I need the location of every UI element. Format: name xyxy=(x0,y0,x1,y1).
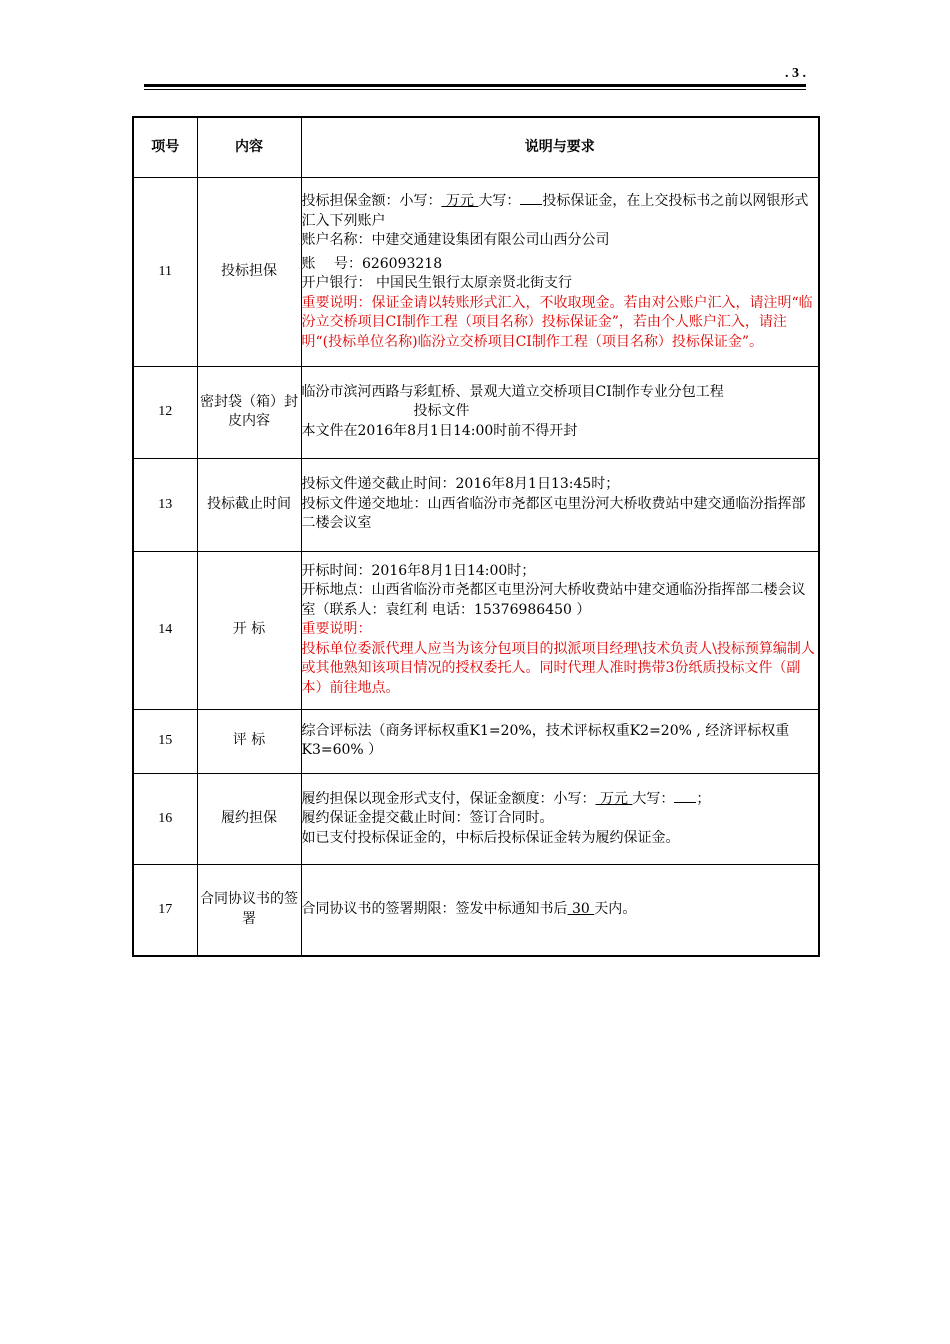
row-number: 13 xyxy=(133,458,197,551)
bank-name: 开户银行： 中国民生银行太原亲贤北街支行 xyxy=(301,275,572,291)
important-note-title: 重要说明： xyxy=(301,621,372,638)
table-row xyxy=(133,177,819,366)
row-number: 11 xyxy=(133,177,197,366)
table-row xyxy=(133,864,819,956)
opening-time: 开标时间：2016年8月1日14:00时； xyxy=(301,562,536,579)
important-note: 投标单位委派代理人应当为该分包项目的拟派项目经理\技术负责人\投标预算编制人或其他熟知该项目情况的授权委托人。同时代理人准时携带3份纸质投标文件（副本）前往地点。 xyxy=(301,640,815,696)
performance-guarantee-amount: 履约担保以现金形式支付，保证金额度：小写： 万元 大写： ； xyxy=(301,790,711,807)
row-item: 评 标 xyxy=(197,709,301,773)
row-number: 17 xyxy=(133,864,197,956)
row-item: 密封袋（箱）封皮内容 xyxy=(197,366,301,458)
row-item: 投标担保 xyxy=(197,177,301,366)
evaluation-method: 综合评标法（商务评标权重K1=20%，技术评标权重K2=20% , 经济评标权重K3=60% ） xyxy=(301,722,790,758)
account-number: 账 号：626093218 xyxy=(301,255,443,272)
envelope-project-name: 临汾市滨河西路与彩虹桥、景观大道立交桥项目CI制作专业分包工程 xyxy=(301,383,724,400)
row-number: 15 xyxy=(133,709,197,773)
deadline-time: 投标文件递交截止时间：2016年8月1日13:45时； xyxy=(301,476,620,493)
row-description xyxy=(301,709,819,773)
row-description xyxy=(301,366,819,458)
row-item: 合同协议书的签署 xyxy=(197,864,301,956)
table-row xyxy=(133,366,819,458)
table-row xyxy=(133,551,819,709)
row-item: 投标截止时间 xyxy=(197,458,301,551)
row-item: 履约担保 xyxy=(197,773,301,864)
row-number: 12 xyxy=(133,366,197,458)
page-number: . 3 . xyxy=(785,66,806,81)
row-number: 16 xyxy=(133,773,197,864)
row-description xyxy=(301,551,819,709)
column-header-description: 说明与要求 xyxy=(301,117,819,177)
header-rule-thin xyxy=(144,89,806,90)
table-row xyxy=(133,458,819,551)
envelope-open-notice: 本文件在2016年8月1日14:00时前不得开封 xyxy=(301,422,578,439)
row-item: 开 标 xyxy=(197,551,301,709)
opening-location: 开标地点：山西省临汾市尧都区屯里汾河大桥收费站中建交通临汾指挥部二楼会议室（联系人：袁红利 电话：15376986450 ） xyxy=(301,582,806,618)
row-description xyxy=(301,458,819,551)
envelope-doc-title: 投标文件 xyxy=(413,403,470,420)
table-header-row xyxy=(133,117,819,177)
blank-line xyxy=(674,789,696,803)
row-description xyxy=(301,773,819,864)
contract-signing-period: 合同协议书的签署期限：签发中标通知书后 30 天内。 xyxy=(301,901,637,917)
account-name: 账户名称：中建交通建设集团有限公司山西分公司 xyxy=(301,232,610,248)
table-row xyxy=(133,773,819,864)
blank-line xyxy=(520,191,542,205)
row-description xyxy=(301,177,819,366)
column-header-no: 项号 xyxy=(133,117,197,177)
row-number: 14 xyxy=(133,551,197,709)
column-header-content: 内容 xyxy=(197,117,301,177)
bid-guarantee-amount: 投标担保金额：小写： 万元 大写： 投标保证金，在上交投标书之前以网银形式汇入下列账户 xyxy=(301,193,809,229)
row-description xyxy=(301,864,819,956)
requirements-table xyxy=(132,116,820,957)
table-row xyxy=(133,709,819,773)
header-rule-thick xyxy=(144,84,806,87)
performance-guarantee-deadline: 履约保证金提交截止时间：签订合同时。 xyxy=(301,810,554,827)
submission-address: 投标文件递交地址：山西省临汾市尧都区屯里汾河大桥收费站中建交通临汾指挥部二楼会议室 xyxy=(301,495,806,532)
important-note: 重要说明：保证金请以转账形式汇入，不收取现金。若由对公账户汇入，请注明“临汾立交桥项目CI制作工程（项目名称）投标保证金”，若由个人账户汇入，请注明“(投标单位名称)临汾立交桥项目CI制作工程（项目名称）投标保证金”。 xyxy=(301,294,813,350)
guarantee-transfer-note: 如已支付投标保证金的，中标后投标保证金转为履约保证金。 xyxy=(301,829,680,846)
